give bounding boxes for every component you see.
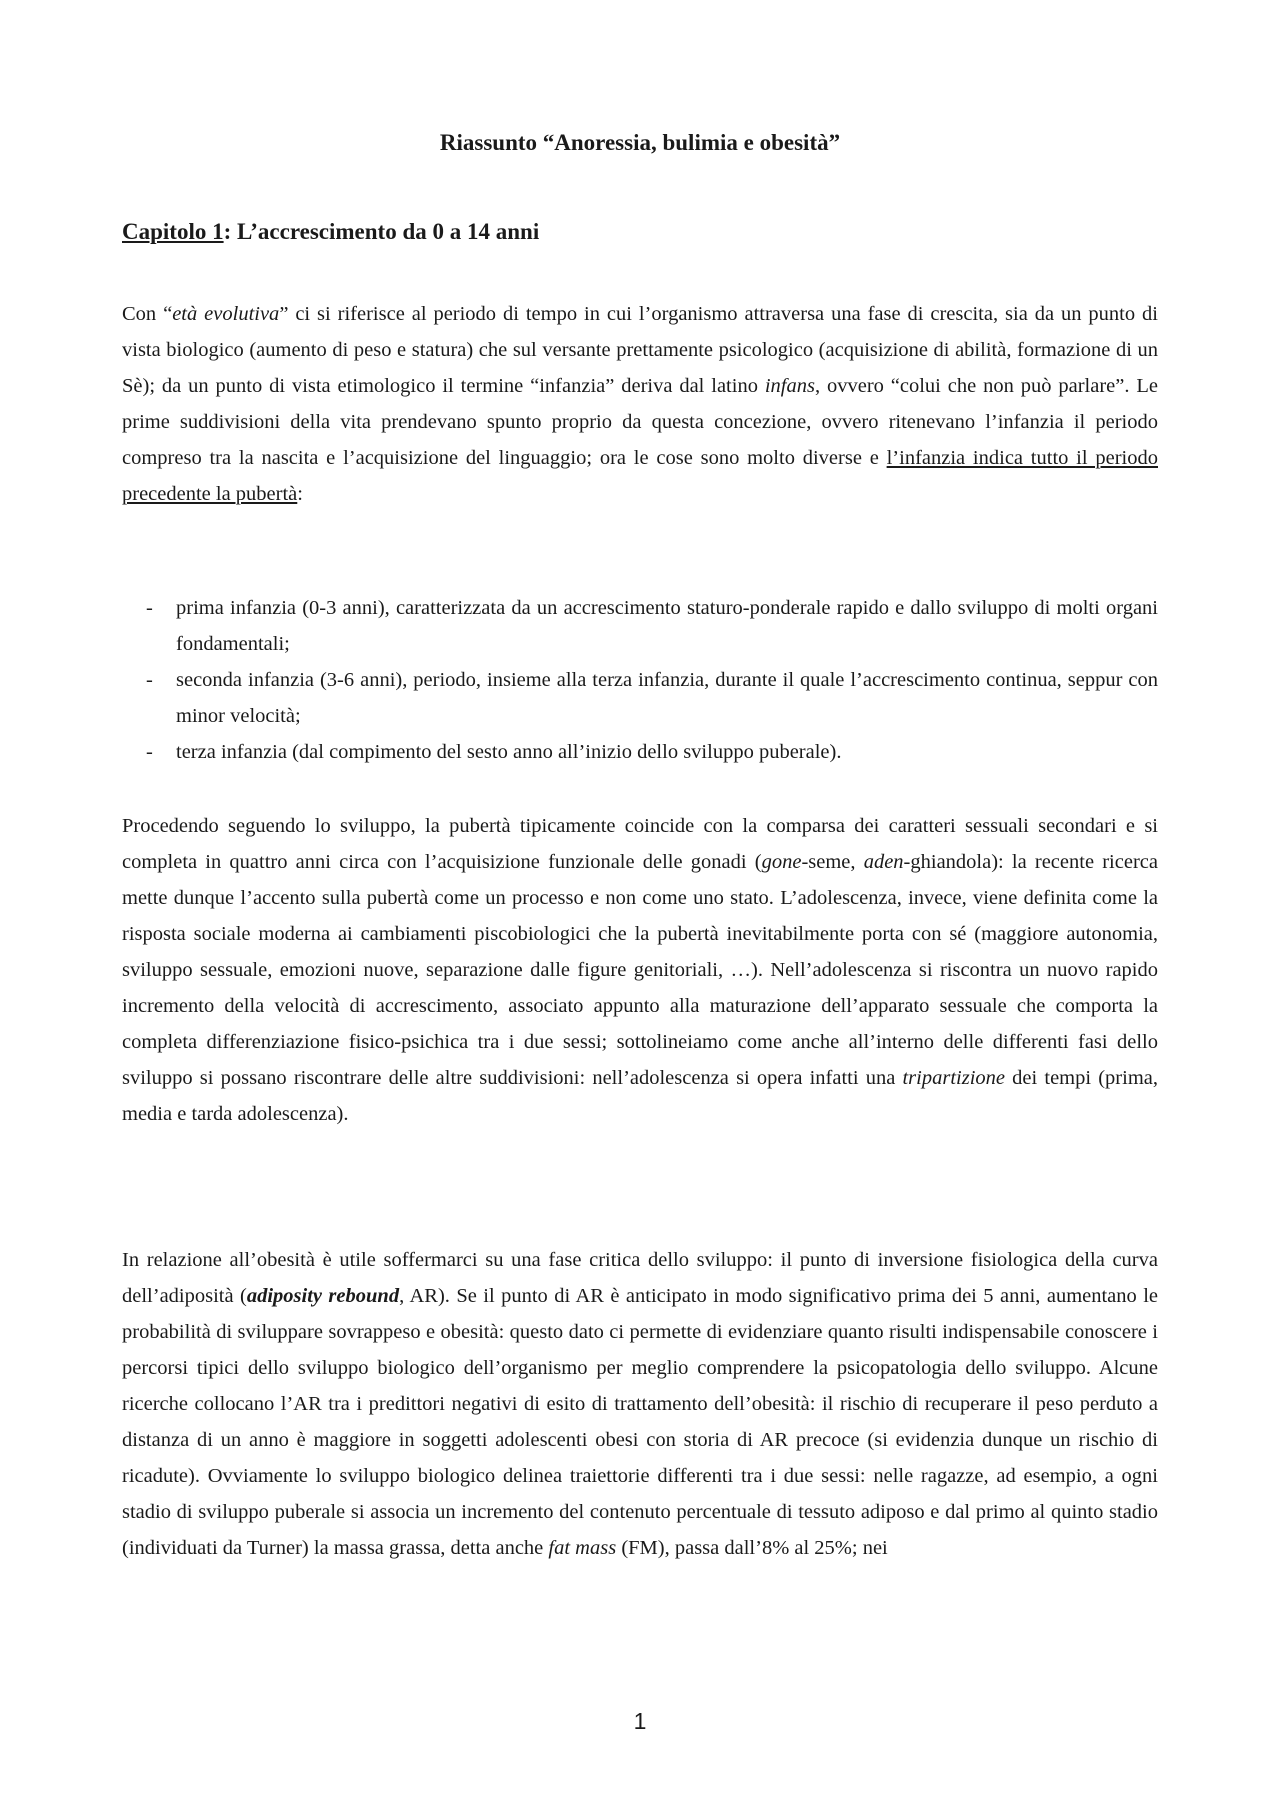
italic-term: fat mass (548, 1537, 617, 1559)
chapter-title: L’accrescimento da 0 a 14 anni (231, 219, 540, 244)
list-item-text: seconda infanzia (3-6 anni), periodo, insieme alla terza infanzia, durante il quale l’accrescimento continua, seppur con minor velocità; (176, 669, 1158, 727)
italic-term: infans (764, 375, 815, 397)
text-span: , ovvero “colui che non può parlare”. Le prime suddivisioni della vita prendevano spunto proprio da questa concezione, ovvero ritenevano l’infanzia il periodo compreso tra la nascita e l’acquisizione del linguaggio; ora le cose sono molto diverse e (122, 375, 1158, 469)
underlined-phrase: l’infanzia indica tutto il periodo precedente la pubertà (122, 447, 1158, 505)
text-span: In relazione all’obesità è utile soffermarci su una fase critica dello sviluppo: il punto di inversione fisiologica della curva dell’adiposità ( (122, 1249, 1158, 1307)
list-item-text: prima infanzia (0-3 anni), caratterizzata da un accrescimento staturo-ponderale rapido e dallo sviluppo di molti organi fondamentali; (176, 597, 1158, 655)
italic-term: età evolutiva (172, 303, 280, 325)
paragraph-puberta (122, 808, 1158, 1132)
list-item-text: terza infanzia (dal compimento del sesto anno all’inizio dello sviluppo puberale). (176, 741, 842, 763)
italic-term: gone (761, 851, 802, 873)
dash-bullet: - (146, 597, 153, 619)
paragraph-eta-evolutiva (122, 296, 1158, 512)
infancy-stages-list (122, 590, 1158, 770)
text-span: Procedendo seguendo lo sviluppo, la pubertà tipicamente coincide con la comparsa dei caratteri sessuali secondari e si completa in quattro anni circa con l’acquisizione funzionale delle gonadi ( (122, 815, 1158, 873)
text-span: : (297, 483, 303, 505)
dash-bullet: - (146, 741, 153, 763)
text-span: , AR). Se il punto di AR è anticipato in modo significativo prima dei 5 anni, aumentano le probabilità di sviluppare sovrappeso e obesità: questo dato ci permette di evidenziare quanto risulti indispensabile conoscere i percorsi tipici dello sviluppo biologico dell’organismo per meglio comprendere la psicopatologia dello sviluppo. Alcune ricerche collocano l’AR tra i predittori negativi di esito di trattamento dell’obesità: il rischio di recuperare il peso perduto a distanza di un anno è maggiore in soggetti adolescenti obesi con storia di AR precoce (si evidenzia dunque un rischio di ricadute). Ovviamente lo sviluppo biologico delinea traiettorie differenti tra i due sessi: nelle ragazze, ad esempio, a ogni stadio di sviluppo puberale si associa un incremento del contenuto percentuale di tessuto adiposo e dal primo al quinto stadio (individuati da Turner) la massa grassa, detta anche (122, 1285, 1159, 1559)
text-span: (FM), passa dall’8% al 25%; nei (616, 1537, 888, 1559)
text-span: -seme, (801, 851, 864, 873)
text-span: Con “ (122, 303, 173, 325)
list-item (122, 734, 1158, 770)
text-span: dei tempi (prima, media e tarda adolescenza). (122, 1067, 1158, 1125)
italic-term: aden (863, 851, 904, 873)
chapter-separator: : (223, 219, 232, 244)
chapter-label: Capitolo 1 (122, 219, 224, 244)
paragraph-obesita (122, 1242, 1158, 1566)
document-page (122, 0, 1158, 1811)
text-span: ” ci si riferisce al periodo di tempo in cui l’organismo attraversa una fase di crescita, sia da un punto di vista biologico (aumento di peso e statura) che sul versante prettamente psicologico (acquisizione di abilità, formazione di un Sè); da un punto di vista etimologico il termine “infanzia” deriva dal latino (122, 303, 1158, 397)
bold-italic-term: adiposity rebound (246, 1285, 400, 1307)
list-item (122, 590, 1158, 662)
list-item (122, 662, 1158, 734)
chapter-heading (122, 217, 539, 247)
italic-term: tripartizione (902, 1067, 1005, 1089)
document-title: Riassunto “Anoressia, bulimia e obesità” (439, 130, 841, 155)
page-number: 1 (633, 1708, 647, 1734)
text-span: -ghiandola): la recente ricerca mette dunque l’accento sulla pubertà come un processo e non come uno stato. L’adolescenza, invece, viene definita come la risposta sociale moderna ai cambiamenti piscobiologici che la pubertà inevitabilmente porta con sé (maggiore autonomia, sviluppo sessuale, emozioni nuove, separazione dalle figure genitoriali, …). Nell’adolescenza si riscontra un nuovo rapido incremento della velocità di accrescimento, associato appunto alla maturazione dell’apparato sessuale che comporta la completa differenziazione fisico-psichica tra i due sessi; sottolineiamo come anche all’interno delle differenti fasi dello sviluppo si possano riscontrare delle altre suddivisioni: nell’adolescenza si opera infatti una (122, 851, 1158, 1089)
dash-bullet: - (146, 669, 153, 691)
